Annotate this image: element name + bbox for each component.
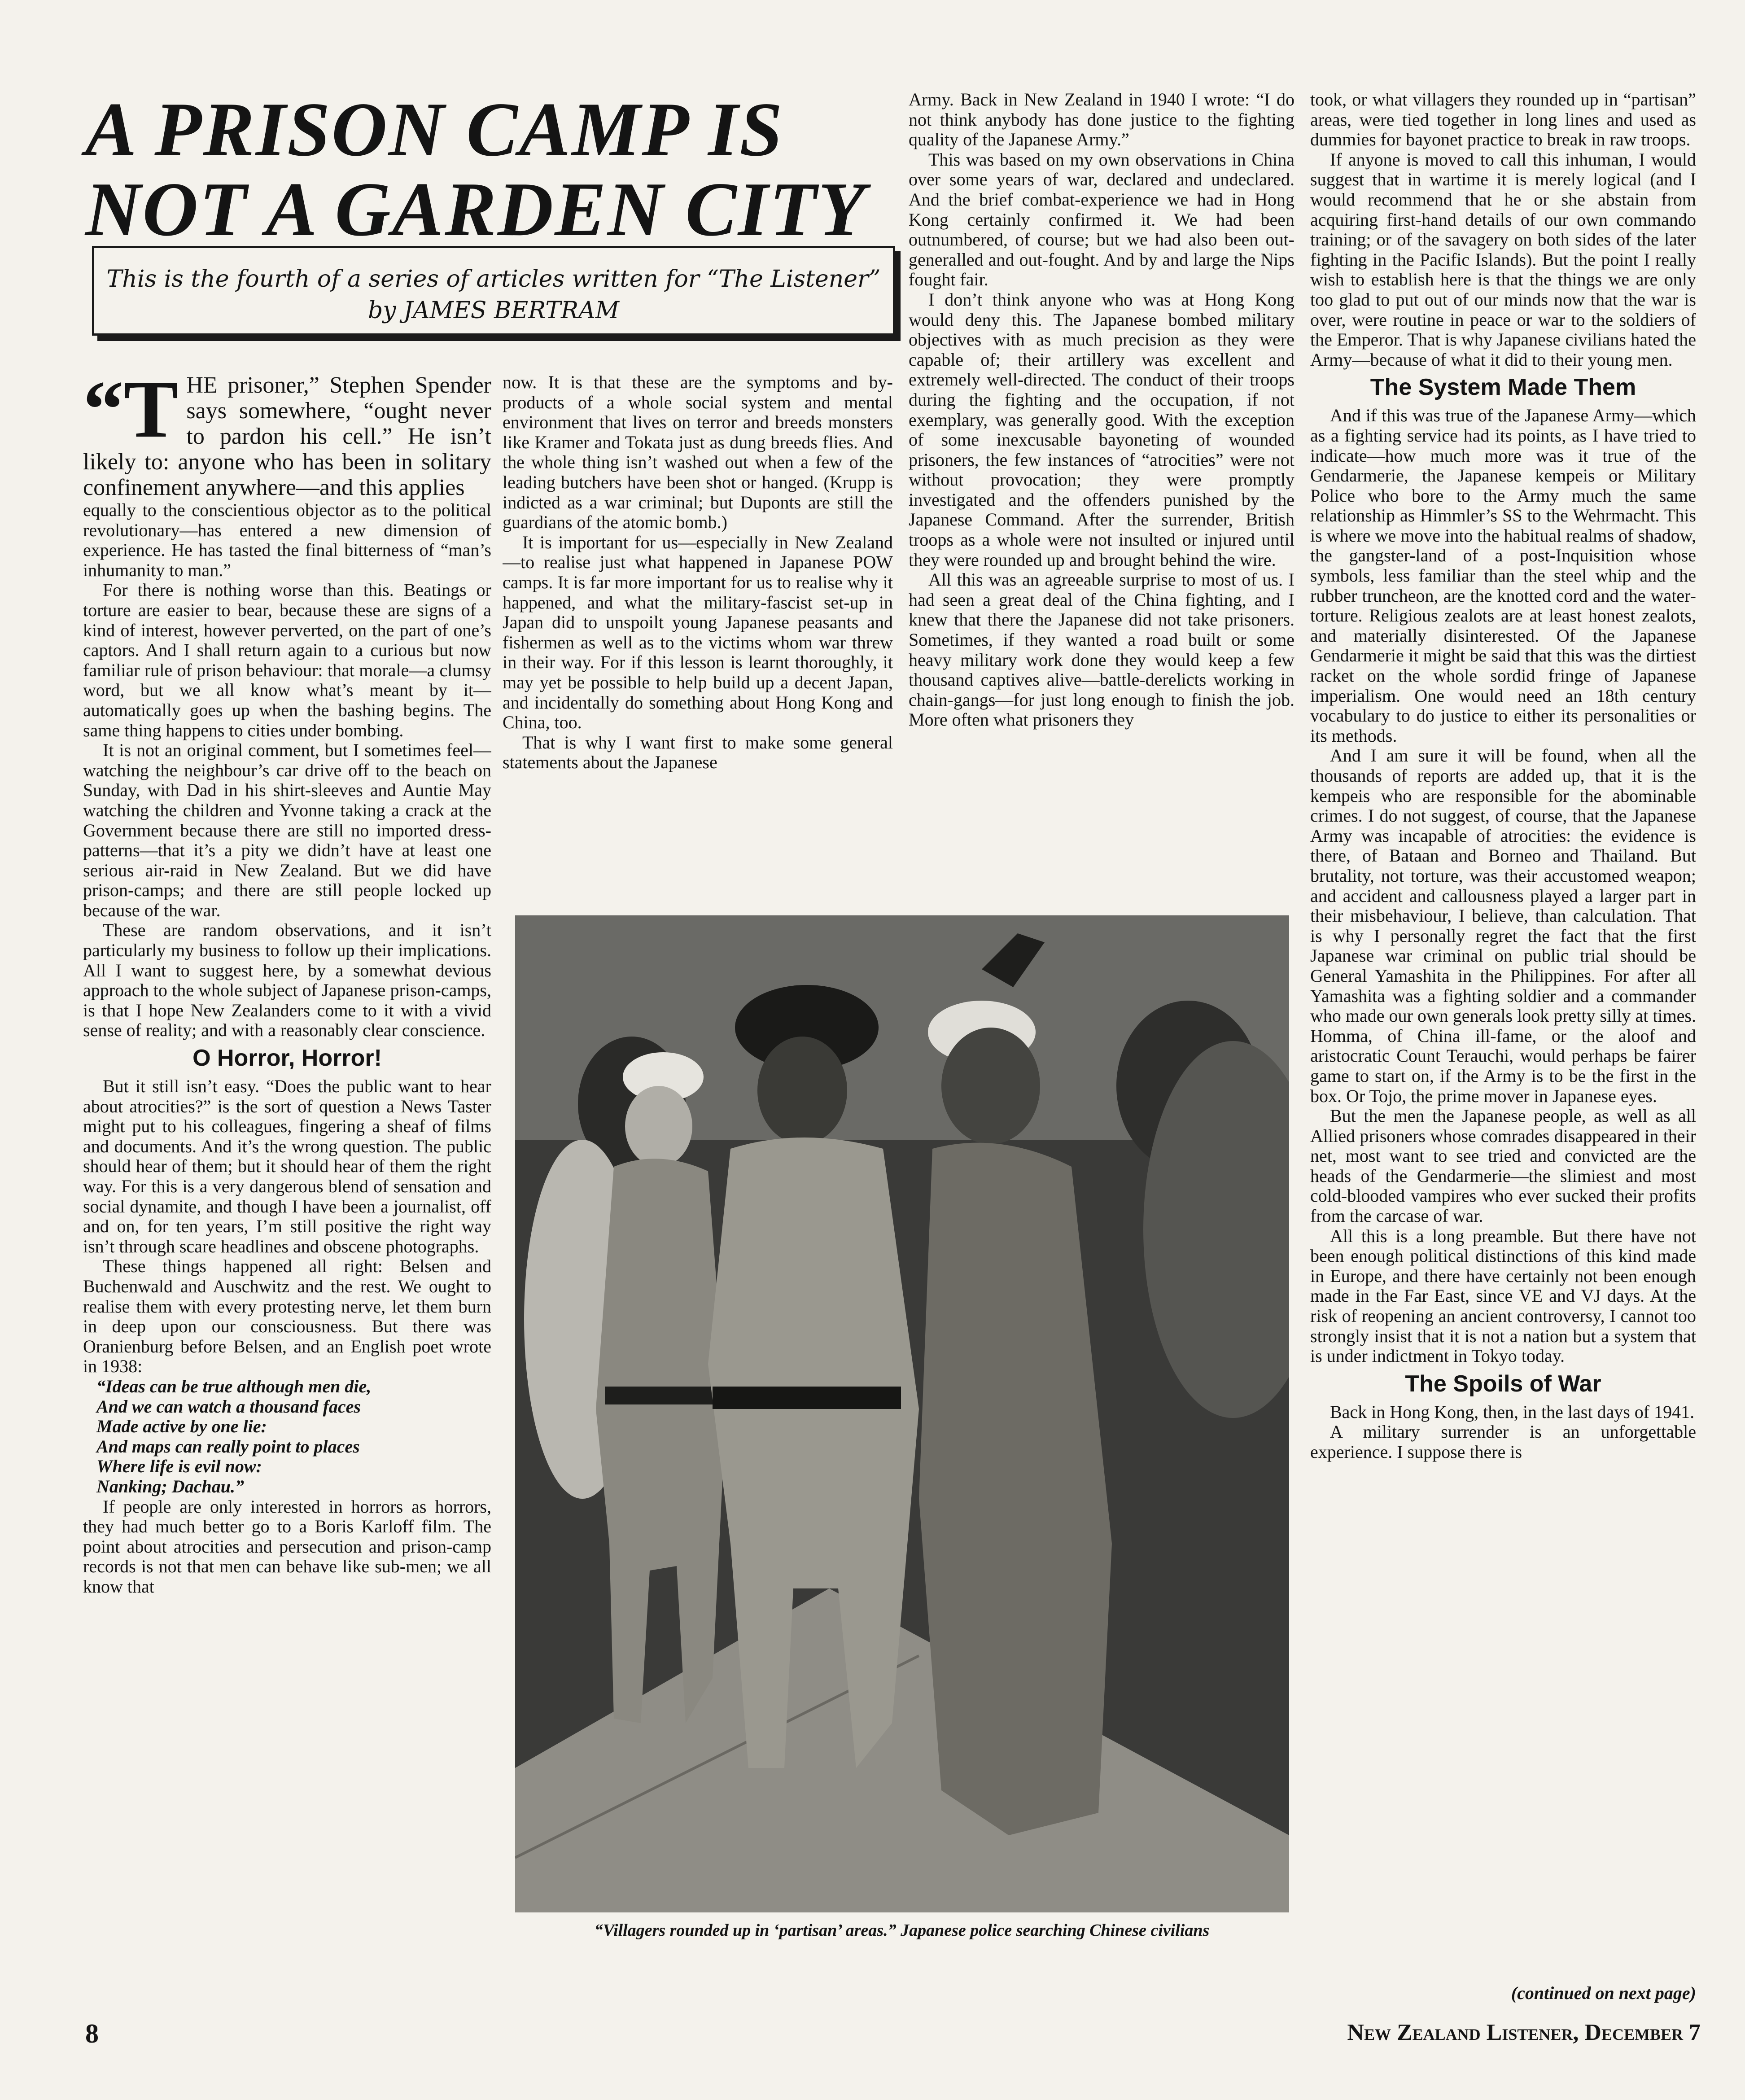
paragraph: It is not an original comment, but I sometimes feel—watching the neighbour’s car drive off to the beach on Sunday, with Dad in his shirt-sleeves and Auntie May watching the children and Yvonne taking a crack at the Government because there are still no imported dress-patterns—that it’s a pity we didn’t have at least one serious air-raid in New Zealand. But we did have prison-camps; and there are still people locked up because of the war.	[83, 740, 491, 920]
paragraph: now. It is that these are the symptoms and by-products of a whole social system and mental environment that lives on terror and breeds monsters like Kramer and Tokata just as dung breeds flies. And the whole thing isn’t washed out when a few of the leading butchers have been shot or hanged. (Krupp is indicted as a war criminal; but Duponts are still the guardians of the atomic bomb.)	[503, 372, 893, 533]
lead-text: HE prisoner,” Stephen Spender says somewhere, “ought never to pardon his cell.” He isn’t likely to: anyone who has been in solitary confinement anywhere—and this applies	[83, 372, 491, 500]
paragraph: If people are only interested in horrors as horrors, they had much better go to a Boris Karloff film. The point about atrocities and persecution and prison-camp records is not that men can behave like sub-men; we all know that	[83, 1496, 491, 1597]
page-number: 8	[85, 2019, 99, 2048]
subheading: The System Made Them	[1370, 374, 1636, 401]
lead-paragraph	[83, 372, 491, 500]
column-3	[909, 90, 1295, 911]
continued-note: (continued on next page)	[1511, 1983, 1696, 2003]
poem-line: Nanking; Dachau.”	[96, 1476, 244, 1496]
intro-box	[92, 246, 895, 336]
news-photo	[515, 915, 1289, 1912]
paragraph: And I am sure it will be found, when all the thousands of reports are added up, that it is the kempeis who are responsible for the abominable crimes. I do not suggest, of course, that the Japanese Army was incapable of atrocities: the evidence is there, of Bataan and Borneo and Thailand. But brutality, not torture, was their accustomed weapon; and accident and callousness played a larger part in their misbehaviour, I believe, than calculation. That is why I personally regret the fact that the first Japanese war criminal on public trial should be General Yamashita in the Philippines. For after all Yamashita was a fighting soldier and a commander who made our own generals look pretty silly at times. Homma, of China ill-fame, or the aloof and aristocratic Count Terauchi, would perhaps be fairer game to start on, if the Army is to be the first in the box. Or Tojo, the prime mover in Japanese eyes.	[1310, 745, 1696, 1106]
poem-line: Where life is evil now:	[96, 1456, 262, 1477]
paragraph: But the men the Japanese people, as well as all Allied prisoners whose comrades disappeared in their net, most want to see tried and convicted are the heads of the Gendarmerie—the slimiest and most cold-blooded vampires who ever sucked their profits from the carcase of war.	[1310, 1106, 1696, 1226]
paragraph: That is why I want first to make some general statements about the Japanese	[503, 732, 893, 773]
headline-line-1: A PRISON CAMP IS	[85, 87, 784, 172]
paragraph: All this is a long preamble. But there have not been enough political distinctions of this kind made in Europe, and there have certainly not been enough made in the Far East, since VE and VJ days. At the risk of reopening an ancient controversy, I cannot too strongly insist that it is not a nation but a system that is under indictment in Tokyo today.	[1310, 1225, 1696, 1366]
column-1	[83, 372, 491, 1961]
intro-line-1: This is the fourth of a series of articles written for “The Listener”	[106, 266, 881, 293]
intro-byline: by JAMES BERTRAM	[368, 297, 619, 324]
paragraph: It is important for us—especially in New Zealand—to realise just what happened in Japanese POW camps. It is far more important for us to realise why it happened, and what the military-fascist set-up in Japan did to unspoilt young Japanese peasants and fishermen as well as to the victims whom war threw in their way. For if this lesson is learnt thoroughly, it may yet be possible to help build up a decent Japan, and incidentally do something about Hong Kong and China, too.	[503, 532, 893, 733]
subheading: O Horror, Horror!	[192, 1045, 382, 1072]
paragraph: took, or what villagers they rounded up in “partisan” areas, were tied together in long lines and used as dummies for bayonet practice to break in raw troops.	[1310, 90, 1696, 150]
paragraph: But it still isn’t easy. “Does the public want to hear about atrocities?” is the sort of question a News Taster might put to his colleagues, fingering a sheaf of films and documents. And it’s the wrong question. The public should hear of them; but it should hear of them the right way. For this is a very dangerous blend of sensation and social dynamite, and though I have been a journalist, off and on, for ten years, I’m still positive the right way isn’t through scare headlines and obscene photographs.	[83, 1076, 491, 1256]
headline-line-2: NOT A GARDEN CITY	[85, 167, 866, 252]
paragraph: These are random observations, and it isn’t particularly my business to follow up their implications. All I want to suggest here, by a somewhat devious approach to the whole subject of Japanese prison-camps, is that I hope New Zealanders come to it with a vivid sense of reality; and with a reasonably clear conscience.	[83, 920, 491, 1041]
paragraph: A military surrender is an unforgettable experience. I suppose there is	[1310, 1422, 1696, 1462]
paragraph: If anyone is moved to call this inhuman, I would suggest that in wartime it is merely logical (and I would recommend that he or she abstain from acquiring first-hand details of our own commando training; or of the savagery on both sides of the later fighting in the Pacific Islands). But the point I really wish to establish here is that the things we are only too glad to put out of our minds now that the war is over, were routine in peace or war to the soldiers of the Emperor. That is why Japanese civilians hated the Army—because of what it did to their young men.	[1310, 149, 1696, 370]
column-4	[1310, 90, 1696, 1997]
drop-cap: “T	[83, 372, 179, 455]
paragraph: For there is nothing worse than this. Beatings or torture are easier to bear, because these are signs of a kind of interest, however perverted, on the part of one’s captors. And I shall return again to a curious but now familiar rule of prison behaviour: that morale—a clumsy word, but we all know what’s meant by it—automatically goes up when the bashing begins. The same thing happens to cities under bombing.	[83, 580, 491, 740]
headline	[85, 87, 902, 252]
subheading: The Spoils of War	[1405, 1370, 1601, 1397]
paragraph: I don’t think anyone who was at Hong Kong would deny this. The Japanese bombed military objectives with as much precision as they were capable of; their artillery was excellent and extremely well-directed. The conduct of their troops during the fighting and the occupation, if not exemplary, was generally good. With the exception of some inexcusable bayoneting of wounded prisoners, the few instances of “atrocities” were not without provocation; they were promptly investigated and the offenders punished by the Japanese Command. After the surrender, British troops as a whole were not insulted or injured until they were rounded up and brought behind the wire.	[909, 289, 1295, 570]
paragraph: These things happened all right: Belsen and Buchenwald and Auschwitz and the rest. We ought to realise them with every protesting nerve, let them burn in deep upon our consciousness. But there was Oranienburg before Belsen, and an English poet wrote in 1938:	[83, 1256, 491, 1377]
photo-illustration	[515, 915, 1289, 1912]
paragraph: And if this was true of the Japanese Army—which as a fighting service had its points, as I have tried to indicate—how much more was it true of the Gendarmerie, the Japanese kempeis or Military Police who bore to the Army much the same relationship as Himmler’s SS to the Wehrmacht. This is where we move into the habitual realms of shadow, the gangster-land of a post-Inquisition whose symbols, less familiar than the steel whip and the rubber truncheon, are the knotted cord and the water-torture. Religious zealots are at least honest zealots, and materially disinterested. Of the Japanese Gendarmerie it might be said that this was the dirtiest racket on the whole sordid fringe of Japanese imperialism. One would need an 18th century vocabulary to do justice to either its personalities or its methods.	[1310, 405, 1696, 746]
paragraph: equally to the conscientious objector as to the political revolutionary—has entered a new dimension of experience. He has tasted the final bitterness of “man’s inhumanity to man.”	[83, 500, 491, 580]
column-2	[503, 372, 893, 911]
paragraph: This was based on my own observations in China over some years of war, declared and undeclared. And the brief combat-experience we had in Hong Kong certainly confirmed it. We had been outnumbered, of course; but we had also been out-generalled and out-fought. And by and large the Nips fought fair.	[909, 149, 1295, 290]
poem-line: And we can watch a thousand faces	[96, 1396, 361, 1417]
publication-footer: New Zealand Listener, December 7	[1347, 2020, 1701, 2045]
poem-line: And maps can really point to places	[96, 1436, 360, 1457]
paragraph: All this was an agreeable surprise to most of us. I had seen a great deal of the China fighting, and I knew that there the Japanese did not take prisoners. Sometimes, if they wanted a road built or some heavy military work done they would keep a few thousand captives alive—battle-derelicts working in chain-gangs—for just long enough to finish the job. More often what prisoners they	[909, 569, 1295, 730]
poem-line: Made active by one lie:	[96, 1416, 267, 1437]
photo-caption: “Villagers rounded up in ‘partisan’ areas.” Japanese police searching Chinese civilians	[594, 1921, 1210, 1940]
paragraph: Back in Hong Kong, then, in the last days of 1941.	[1330, 1401, 1695, 1422]
poem-line: “Ideas can be true although men die,	[96, 1376, 372, 1396]
paragraph: Army. Back in New Zealand in 1940 I wrote: “I do not think anybody has done justice to the fighting quality of the Japanese Army.”	[909, 90, 1295, 150]
